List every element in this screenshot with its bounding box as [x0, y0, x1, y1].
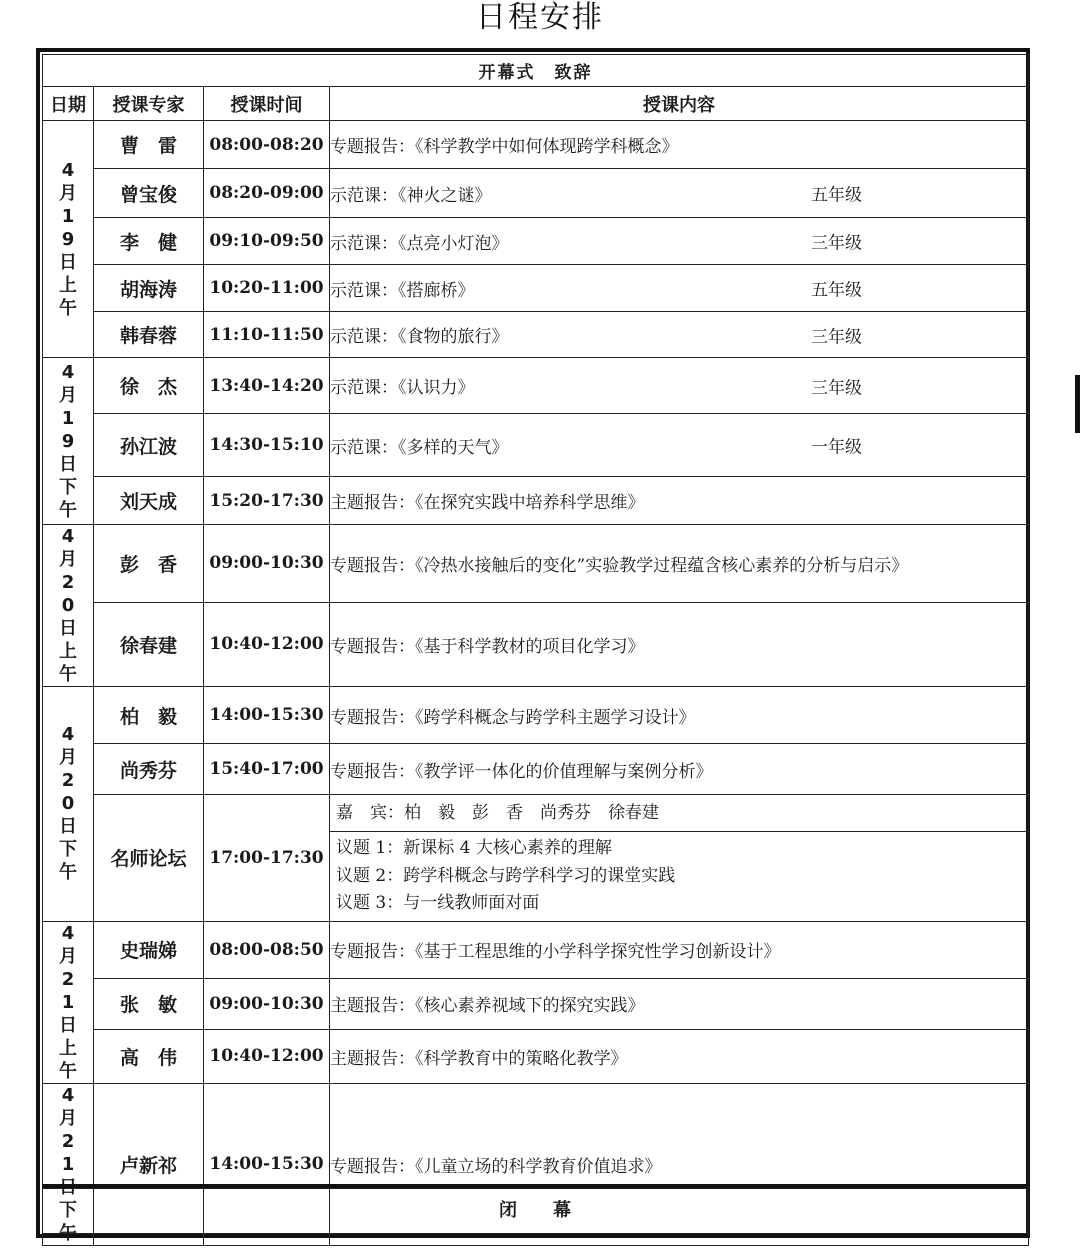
table-row: [43, 358, 1029, 414]
date-label: 4月19日下午: [59, 361, 77, 521]
expert-name: 尚秀芬: [94, 744, 204, 795]
header-time: 授课时间: [204, 87, 330, 121]
date-cell: [43, 121, 94, 358]
forum-content: [330, 795, 1029, 922]
expert-name: 胡海涛: [94, 265, 204, 312]
table-row: [43, 265, 1029, 312]
header-content: 授课内容: [330, 87, 1029, 121]
session-title: 专题报告：《冷热水接触后的变化”实验教学过程蕴含核心素养的分析与启示》: [330, 555, 909, 576]
session-time: 09:00-10:30: [204, 525, 330, 603]
session-content: [330, 1029, 1029, 1083]
session-content: [330, 477, 1029, 525]
expert-name: 刘天成: [94, 477, 204, 525]
date-label: 4月21 下午: [59, 1084, 77, 1244]
date-label: 4月20日下午: [59, 724, 77, 884]
session-title: 示范课：《点亮小灯泡》: [330, 233, 509, 254]
date-label: 4月20日上午: [59, 526, 77, 685]
table-row: [43, 921, 1029, 978]
opening-banner: 开幕式 致辞: [43, 55, 1029, 87]
table-row: [43, 218, 1029, 265]
forum-topics: [330, 832, 1028, 921]
expert-name: 彭 香: [94, 525, 204, 603]
session-time: 14:00-15:30: [204, 687, 330, 744]
session-title: 专题报告：《基于科学教材的项目化学习》: [330, 636, 645, 657]
session-title: 专题报告：《教学评一体化的价值理解与案例分析》: [330, 761, 713, 782]
session-time: 08:00-08:50: [204, 921, 330, 978]
expert-name: 孙江波: [94, 414, 204, 477]
session-title: 示范课：《食物的旅行》: [330, 327, 509, 347]
forum-topic: 议题 2：跨学科概念与跨学科学习的课堂实践: [336, 865, 676, 886]
session-time: 08:20-09:00: [204, 169, 330, 218]
forum-row: [43, 795, 1029, 922]
session-title: 主题报告：《科学教育中的策略化教学》: [330, 1048, 628, 1069]
session-time: 14:30-15:10: [204, 414, 330, 477]
table-row: [43, 687, 1029, 744]
session-time: 10:40-12:00: [204, 1029, 330, 1083]
grade-label: 五年级: [811, 185, 862, 206]
forum-time: 17:00-17:30: [204, 795, 330, 922]
table-row: [43, 312, 1029, 358]
schedule-table: [42, 54, 1029, 1246]
expert-name: 张 敏: [94, 978, 204, 1029]
session-title: 示范课：《神火之谜》: [330, 185, 492, 206]
grade-label: 一年级: [811, 437, 862, 458]
session-time: 09:10-09:50: [204, 218, 330, 265]
grade-label: 三年级: [811, 233, 862, 254]
table-row: [43, 414, 1029, 477]
session-title: 示范课：《搭廊桥》: [330, 280, 475, 301]
session-time: 15:40-17:00: [204, 744, 330, 795]
session-title: 示范课：《多样的天气》: [330, 437, 509, 458]
session-time: 11:10-11:50: [204, 312, 330, 358]
expert-name: 徐春建: [94, 602, 204, 686]
date-cell: [43, 687, 94, 922]
date-cell: [43, 921, 94, 1083]
expert-name: 史瑞娣: [94, 921, 204, 978]
table-row: [43, 744, 1029, 795]
session-title: 主题报告：《在探究实践中培养科学思维》: [330, 493, 645, 513]
table-row: [43, 121, 1029, 169]
date-label: 4月21日上午: [59, 922, 77, 1082]
expert-name: 高 伟: [94, 1029, 204, 1083]
forum-name: 名师论坛: [94, 795, 204, 922]
session-title: 主题报告：《核心素养视域下的探究实践》: [330, 996, 645, 1017]
grade-label: 五年级: [811, 280, 862, 301]
session-time: 14:00-15:30: [204, 1083, 330, 1245]
expert-name: 徐 杰: [94, 358, 204, 414]
table-row: [43, 1029, 1029, 1083]
expert-name: 卢新祁: [94, 1083, 204, 1245]
grade-label: 三年级: [811, 378, 862, 398]
session-content: [330, 312, 1029, 358]
session-time: 10:40-12:00: [204, 602, 330, 686]
header-date: 日期: [43, 87, 94, 121]
session-title: 专题报告：《儿童立场的科学教育价值追求》: [330, 1156, 662, 1177]
table-row: [43, 477, 1029, 525]
session-content: [330, 169, 1029, 218]
header-row: [43, 87, 1029, 121]
closing-banner: 闭 幕: [42, 1188, 1028, 1234]
session-title: 专题报告：《跨学科概念与跨学科主题学习设计》: [330, 707, 696, 728]
session-content: [330, 525, 1029, 603]
opening-row: [43, 55, 1029, 87]
expert-name: 曹 雷: [94, 121, 204, 169]
session-content: [330, 218, 1029, 265]
session-content: [330, 414, 1029, 477]
date-cell: [43, 358, 94, 525]
table-row: [43, 169, 1029, 218]
header-expert: 授课专家: [94, 87, 204, 121]
expert-name: 韩春蓉: [94, 312, 204, 358]
session-time: 13:40-14:20: [204, 358, 330, 414]
session-time: 10:20-11:00: [204, 265, 330, 312]
session-content: [330, 978, 1029, 1029]
session-content: [330, 687, 1029, 744]
table-row: [43, 602, 1029, 686]
forum-guests: 嘉 宾：柏 毅 彭 香 尚秀芬 徐春建: [330, 795, 1028, 832]
session-content: [330, 121, 1029, 169]
expert-name: 李 健: [94, 218, 204, 265]
session-title: 示范课：《认识力》: [330, 378, 475, 398]
expert-name: 柏 毅: [94, 687, 204, 744]
table-row: [43, 978, 1029, 1029]
forum-topic: 议题 3：与一线教师面对面: [336, 893, 540, 913]
page-title: 日程安排: [476, 0, 604, 35]
session-time: 09:00-10:30: [204, 978, 330, 1029]
session-time: 08:00-08:20: [204, 121, 330, 169]
expert-name: 曾宝俊: [94, 169, 204, 218]
session-content: [330, 602, 1029, 686]
session-content: [330, 744, 1029, 795]
grade-label: 三年级: [811, 327, 862, 347]
session-content: [330, 358, 1029, 414]
session-title: 专题报告：《基于工程思维的小学科学探究性学习创新设计》: [330, 942, 781, 963]
session-content: [330, 265, 1029, 312]
date-label: 4月19日上午: [59, 159, 77, 319]
session-title: 专题报告：《科学教学中如何体现跨学科概念》: [330, 137, 679, 157]
table-row: [43, 525, 1029, 603]
date-cell: [43, 525, 94, 687]
session-content: [330, 921, 1029, 978]
edge-scroll-mark: [1075, 375, 1080, 433]
forum-topic: 议题 1：新课标 4 大核心素养的理解: [336, 838, 612, 858]
session-time: 15:20-17:30: [204, 477, 330, 525]
